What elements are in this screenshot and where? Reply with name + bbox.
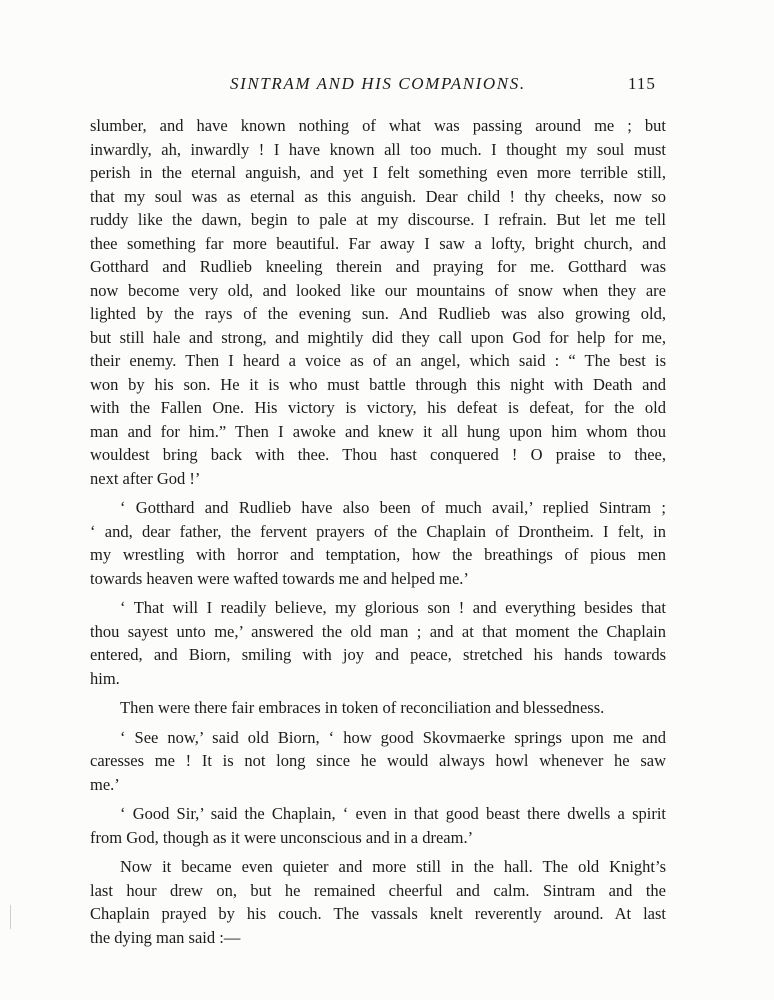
text-line: Then were there fair embraces in token of reconciliation and blessedness. — [120, 698, 605, 717]
paragraph — [90, 496, 666, 590]
text-line: wouldest bring back with thee. Thou hast conquered ! O praise to thee, — [90, 445, 666, 464]
text-line: slumber, and have known nothing of what was passing around me ; but — [90, 116, 666, 135]
text-line: caresses me ! It is not long since he would always howl whenever he saw — [90, 751, 666, 770]
text-line: thee something far more beautiful. Far away I saw a lofty, bright church, and — [90, 233, 666, 253]
text-line: ‘ Gotthard and Rudlieb have also been of much avail,’ replied Sintram ; — [120, 498, 666, 517]
text-line: ‘ See now,’ said old Biorn, ‘ how good Skovmaerke springs upon me and — [120, 727, 666, 747]
text-line: ‘ and, dear father, the fervent prayers of the Chaplain of Drontheim. I felt, in — [90, 521, 666, 541]
text-line: lighted by the rays of the evening sun. And Rudlieb was also growing old, — [90, 304, 666, 323]
text-line: their enemy. Then I heard a voice as of an angel, which said : “ The best is — [90, 351, 666, 370]
paragraph — [90, 855, 666, 949]
body-text — [90, 114, 666, 949]
text-line: man and for him.” Then I awoke and knew it all hung upon him whom thou — [90, 421, 666, 441]
paragraph — [90, 696, 666, 720]
margin-mark — [10, 905, 11, 929]
text-line: ruddy like the dawn, begin to pale at my discourse. I refrain. But let me tell — [90, 210, 666, 229]
text-line: the dying man said :— — [90, 927, 241, 947]
paragraph — [90, 596, 666, 690]
text-line: him. — [90, 668, 120, 688]
text-line: ‘ That will I readily believe, my glorious son ! and everything besides that — [120, 598, 666, 617]
text-line: Now it became even quieter and more still in the hall. The old Knight’s — [120, 857, 666, 876]
text-line: last hour drew on, but he remained cheerful and calm. Sintram and the — [90, 880, 666, 900]
text-line: inwardly, ah, inwardly ! I have known all too much. I thought my soul must — [90, 139, 666, 159]
text-line: with the Fallen One. His victory is victory, his defeat is defeat, for the old — [90, 398, 666, 417]
text-line: Gotthard and Rudlieb kneeling therein and praying for me. Gotthard was — [90, 257, 666, 276]
text-line: my wrestling with horror and temptation, how the breathings of pious men — [90, 545, 666, 564]
text-line: towards heaven were wafted towards me and helped me.’ — [90, 568, 469, 588]
text-line: now become very old, and looked like our mountains of snow when they are — [90, 280, 666, 300]
text-line: won by his son. He it is who must battle through this night with Death and — [90, 374, 666, 394]
text-line: perish in the eternal anguish, and yet I felt something even more terrible still, — [90, 163, 666, 182]
paragraph — [90, 802, 666, 849]
text-line: me.’ — [90, 774, 120, 794]
text-line: thou sayest unto me,’ answered the old man ; and at that moment the Chaplain — [90, 621, 666, 641]
text-line: entered, and Biorn, smiling with joy and peace, stretched his hands towards — [90, 645, 666, 664]
text-line: that my soul was as eternal as this anguish. Dear child ! thy cheeks, now so — [90, 186, 666, 206]
page-number: 115 — [628, 74, 656, 93]
text-line: ‘ Good Sir,’ said the Chaplain, ‘ even in that good beast there dwells a spirit — [120, 804, 666, 823]
text-line: from God, though as it were unconscious and in a dream.’ — [90, 827, 474, 847]
text-line: Chaplain prayed by his couch. The vassals knelt reverently around. At last — [90, 904, 666, 923]
text-line: next after God !’ — [90, 468, 201, 488]
paragraph — [90, 726, 666, 797]
paragraph — [90, 114, 666, 490]
running-title: SINTRAM AND HIS COMPANIONS. — [230, 74, 526, 93]
text-line: but still hale and strong, and mightily did they call upon God for help for me, — [90, 327, 666, 347]
